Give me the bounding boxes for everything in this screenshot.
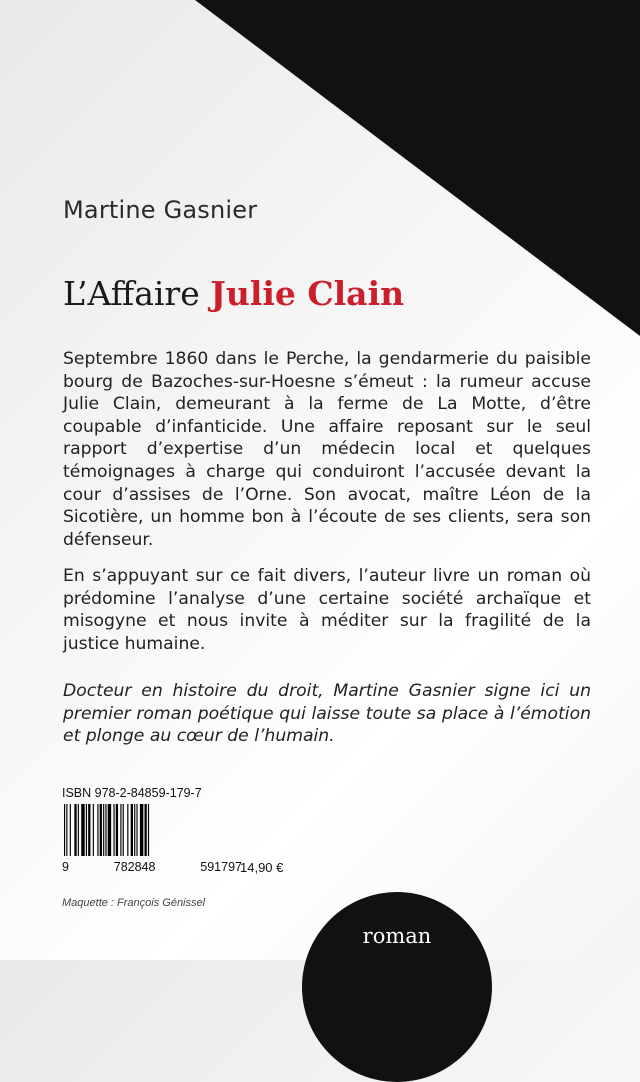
barcode-digits — [62, 860, 242, 874]
author-name: Martine Gasnier — [63, 196, 258, 224]
isbn-label: ISBN 978-2-84859-179-7 — [62, 786, 202, 800]
title-prefix: L’Affaire — [63, 274, 211, 313]
summary-paragraph: En s’appuyant sur ce fait divers, l’auteur livre un roman où prédomine l’analyse d’une certaine société archaïque et misogyne et nous invite à méditer sur la fragilité de la justice humaine. — [63, 566, 591, 654]
synopsis-paragraph: Septembre 1860 dans le Perche, la gendarmerie du paisible bourg de Bazoches-sur-Hoesne s’émeut : la rumeur accuse Julie Clain, demeurant à la ferme de La Motte, d’être coupable d’infanticide. Une affaire reposant sur le seul rapport d’expertise d’un médecin local et quelques témoignages à charge qui conduiront l’accusée devant la cour d’assises de l’Orne. Son avocat, maître Léon de la Sicotière, un homme bon à l’écoute de ses clients, sera son défenseur. — [63, 349, 591, 550]
genre-disc — [302, 892, 492, 1082]
genre-label: roman — [362, 924, 432, 948]
barcode-digit-group-right: 591797 — [200, 860, 242, 874]
barcode-image — [62, 804, 232, 856]
design-credit: Maquette : François Génissel — [62, 897, 206, 909]
title-highlight: Julie Clain — [210, 274, 405, 313]
price-label: 14,90 € — [240, 860, 284, 875]
book-title — [63, 274, 404, 313]
barcode-digit-group-left: 782848 — [113, 860, 156, 874]
barcode-digit-lead: 9 — [62, 860, 69, 874]
author-bio-paragraph: Docteur en histoire du droit, Martine Gasnier signe ici un premier roman poétique qui laisse toute sa place à l’émotion et plonge au cœur de l’humain. — [63, 681, 591, 747]
